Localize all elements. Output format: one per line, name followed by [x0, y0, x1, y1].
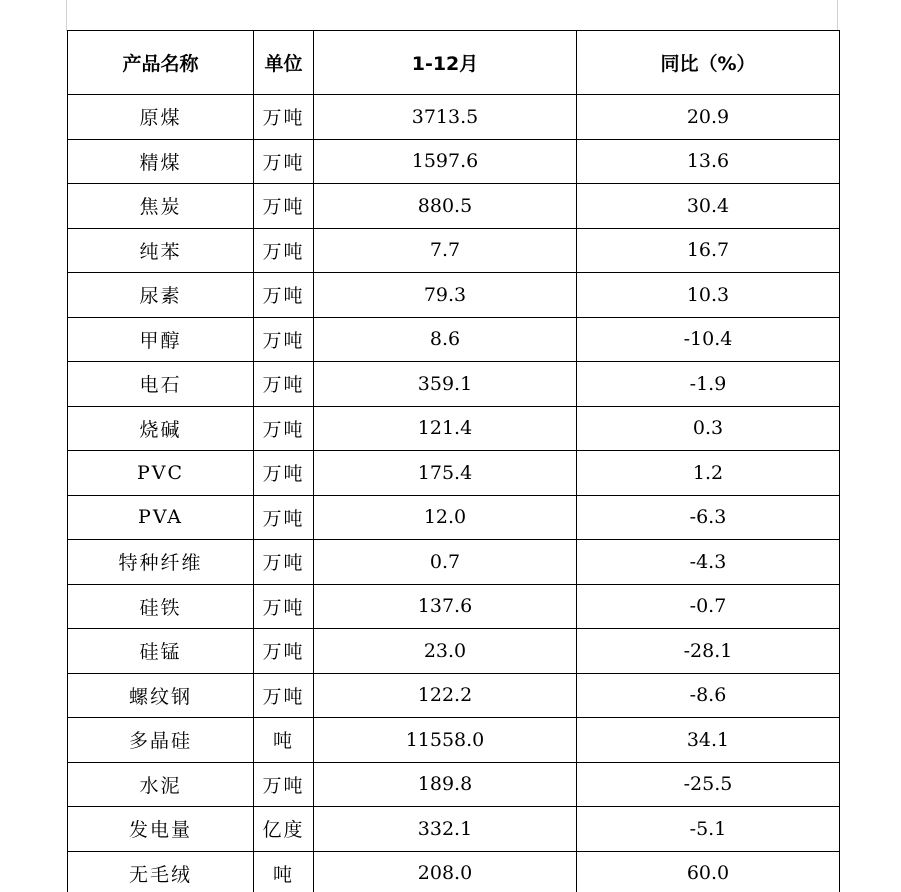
cell-unit: 万吨 [254, 495, 314, 540]
cell-value: 359.1 [314, 362, 577, 407]
cell-value: 11558.0 [314, 718, 577, 763]
table-row [68, 273, 840, 318]
cell-unit: 万吨 [254, 762, 314, 807]
table-row [68, 673, 840, 718]
cell-unit: 万吨 [254, 139, 314, 184]
cell-yoy: -0.7 [577, 584, 840, 629]
cell-product-name: PVA [68, 495, 254, 540]
cell-yoy: 34.1 [577, 718, 840, 763]
cell-product-name: 螺纹钢 [68, 673, 254, 718]
cell-product-name: 精煤 [68, 139, 254, 184]
table-row [68, 228, 840, 273]
table-row [68, 762, 840, 807]
cell-product-name: 硅铁 [68, 584, 254, 629]
table-row [68, 184, 840, 229]
cell-yoy: -4.3 [577, 540, 840, 585]
cell-value: 1597.6 [314, 139, 577, 184]
cell-yoy: 16.7 [577, 228, 840, 273]
table-row [68, 139, 840, 184]
cell-unit: 万吨 [254, 406, 314, 451]
cell-value: 3713.5 [314, 95, 577, 140]
cell-value: 137.6 [314, 584, 577, 629]
page-margin-line-right [837, 0, 838, 31]
cell-value: 8.6 [314, 317, 577, 362]
cell-unit: 万吨 [254, 228, 314, 273]
product-output-table [67, 30, 840, 892]
cell-unit: 万吨 [254, 451, 314, 496]
cell-product-name: 多晶硅 [68, 718, 254, 763]
cell-yoy: -10.4 [577, 317, 840, 362]
table-row [68, 540, 840, 585]
cell-value: 0.7 [314, 540, 577, 585]
cell-yoy: 13.6 [577, 139, 840, 184]
table-row [68, 362, 840, 407]
cell-unit: 吨 [254, 851, 314, 892]
table-row [68, 629, 840, 674]
cell-unit: 万吨 [254, 184, 314, 229]
table-header-row [68, 31, 840, 95]
cell-yoy: 20.9 [577, 95, 840, 140]
cell-unit: 万吨 [254, 584, 314, 629]
table-row [68, 451, 840, 496]
cell-value: 121.4 [314, 406, 577, 451]
cell-yoy: 1.2 [577, 451, 840, 496]
cell-value: 880.5 [314, 184, 577, 229]
header-yoy: 同比（%） [577, 31, 840, 95]
cell-product-name: 硅锰 [68, 629, 254, 674]
cell-product-name: 水泥 [68, 762, 254, 807]
cell-yoy: 60.0 [577, 851, 840, 892]
cell-value: 12.0 [314, 495, 577, 540]
table-row [68, 718, 840, 763]
cell-product-name: 电石 [68, 362, 254, 407]
cell-product-name: 纯苯 [68, 228, 254, 273]
cell-unit: 万吨 [254, 95, 314, 140]
cell-value: 175.4 [314, 451, 577, 496]
cell-product-name: 焦炭 [68, 184, 254, 229]
cell-product-name: 无毛绒 [68, 851, 254, 892]
cell-product-name: 原煤 [68, 95, 254, 140]
cell-product-name: PVC [68, 451, 254, 496]
cell-yoy: 30.4 [577, 184, 840, 229]
cell-unit: 万吨 [254, 673, 314, 718]
cell-value: 7.7 [314, 228, 577, 273]
cell-value: 23.0 [314, 629, 577, 674]
cell-unit: 万吨 [254, 362, 314, 407]
cell-product-name: 烧碱 [68, 406, 254, 451]
cell-yoy: -6.3 [577, 495, 840, 540]
cell-unit: 万吨 [254, 540, 314, 585]
table-row [68, 495, 840, 540]
header-period: 1-12月 [314, 31, 577, 95]
cell-unit: 吨 [254, 718, 314, 763]
table-row [68, 317, 840, 362]
table-row [68, 807, 840, 852]
cell-value: 79.3 [314, 273, 577, 318]
cell-unit: 万吨 [254, 629, 314, 674]
cell-product-name: 发电量 [68, 807, 254, 852]
cell-yoy: -8.6 [577, 673, 840, 718]
header-product-name: 产品名称 [68, 31, 254, 95]
cell-product-name: 甲醇 [68, 317, 254, 362]
cell-unit: 万吨 [254, 273, 314, 318]
page-margin-line-left [66, 0, 67, 31]
header-unit: 单位 [254, 31, 314, 95]
cell-yoy: 0.3 [577, 406, 840, 451]
table-body [68, 95, 840, 892]
table-row [68, 95, 840, 140]
cell-yoy: -5.1 [577, 807, 840, 852]
cell-yoy: 10.3 [577, 273, 840, 318]
cell-yoy: -28.1 [577, 629, 840, 674]
cell-value: 332.1 [314, 807, 577, 852]
cell-value: 122.2 [314, 673, 577, 718]
cell-product-name: 特种纤维 [68, 540, 254, 585]
cell-value: 189.8 [314, 762, 577, 807]
cell-yoy: -25.5 [577, 762, 840, 807]
cell-value: 208.0 [314, 851, 577, 892]
cell-unit: 万吨 [254, 317, 314, 362]
table-row [68, 406, 840, 451]
cell-yoy: -1.9 [577, 362, 840, 407]
table-row [68, 851, 840, 892]
cell-unit: 亿度 [254, 807, 314, 852]
table-row [68, 584, 840, 629]
cell-product-name: 尿素 [68, 273, 254, 318]
